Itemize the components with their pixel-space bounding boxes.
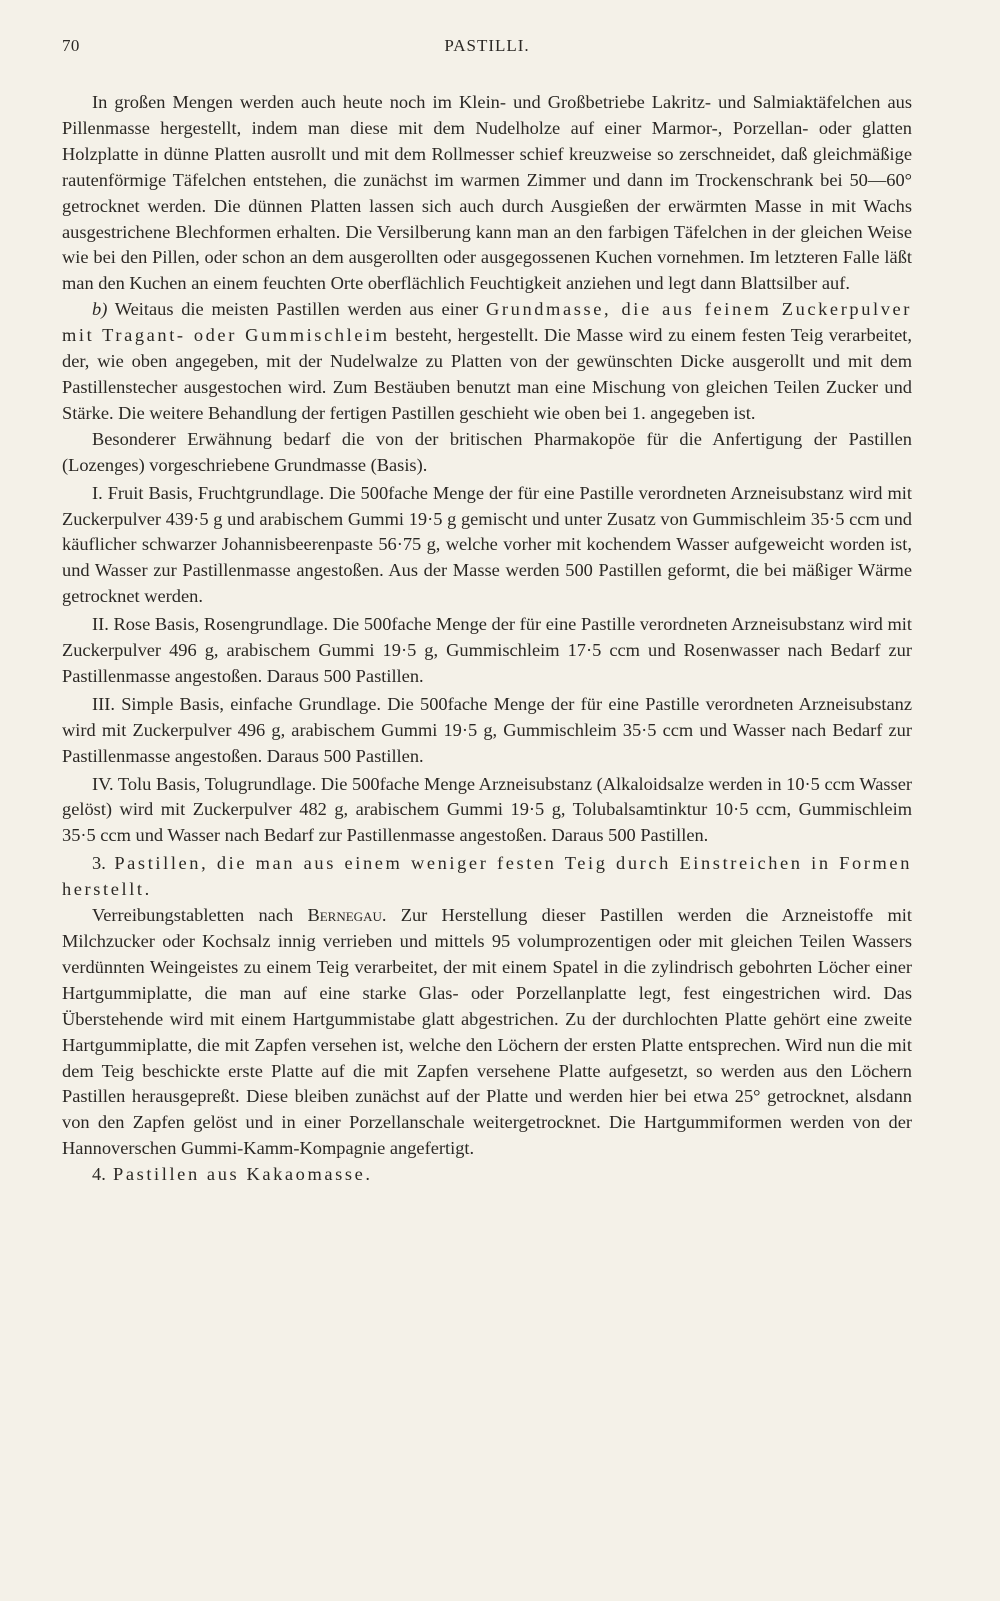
paragraph-grundmasse-text-a: Weitaus die meisten Pastillen werden aus einer: [107, 299, 487, 320]
section-title-3: Pastillen, die man aus einem weniger festen Teig durch Einstreichen in Formen herstellt.: [62, 853, 912, 900]
paragraph-grundmasse-text-b: besteht, hergestellt. Die Masse wird zu einem festen Teig verarbeitet, der, wie oben angegeben, mit der Nudelwalze zu Platten von der gewünschten Dicke ausgerollt und mit dem Pastillenstecher ausgestochen wird. Zum Bestäuben benutzt man eine Mischung von gleichen Teilen Zucker und Stärke. Die weitere Behandlung der fertigen Pastillen geschieht wie oben bei 1. angegeben ist.: [62, 325, 912, 423]
paragraph-verreibungstabletten: [62, 903, 912, 1162]
section-number-3: 3.: [92, 853, 106, 874]
section-title-4: Pastillen aus Kakaomasse.: [105, 1164, 373, 1185]
paragraph-tolu-basis: IV. Tolu Basis, Tolugrundlage. Die 500fache Menge Arzneisubstanz (Alkaloidsalze werden in 10·5 ccm Wasser gelöst) wird mit Zuckerpulver 482 g, arabischem Gummi 19·5 g, Tolubalsamtinktur 10·5 ccm, Gummischleim 35·5 ccm und Wasser nach Bedarf zur Pastillenmasse angestoßen. Daraus 500 Pastillen.: [62, 773, 912, 846]
author-name: Bernegau: [307, 905, 382, 926]
section-number-4: 4.: [92, 1164, 106, 1185]
page-header: [62, 36, 912, 70]
paragraph-verreibung-text-b: . Zur Herstellung dieser Pastillen werden die Arzneistoffe mit Milchzucker oder Kochsalz innig verrieben und mittels 95 volumprozentigen oder mit gleichen Teilen Wassers verdünnten Weingeistes zu einem Teig verarbeitet, der mit einem Spatel in die zylindrisch gebohrten Löcher einer Hartgummiplatte, die man auf eine starke Glas- oder Porzellanplatte legt, fest eingestrichen wird. Das Überstehende wird mit einem Hartgummistabe glatt abgestrichen. Zu der durchlochten Platte gehört eine zweite Hartgummiplatte, die mit Zapfen versehen ist, welche den Löchern der ersten Platte entsprechen. Wird nun die mit dem Teig beschickte erste Platte auf die mit Zapfen versehene Platte aufgesetzt, so werden aus den Löchern Pastillen herausgepreßt. Diese bleiben zunächst auf der Platte und werden hier bei etwa 25° getrocknet, alsdann von den Zapfen gelöst und in einer Porzellanschale weitergetrocknet. Die Hartgummiformen werden von der Hannoverschen Gummi-Kamm-Kompagnie angefertigt.: [62, 905, 912, 1159]
paragraph-rose-basis: II. Rose Basis, Rosengrundlage. Die 500fache Menge der für eine Pastille verordneten Arzneisubstanz wird mit Zuckerpulver 496 g, arabischem Gummi 19·5 g, Gummischleim 17·5 ccm und Rosenwasser nach Bedarf zur Pastillenmasse angestoßen. Daraus 500 Pastillen.: [62, 614, 912, 686]
section-heading-3: [62, 851, 912, 903]
paragraph-grundmasse: [62, 297, 912, 427]
paragraph-fruit-basis: I. Fruit Basis, Fruchtgrundlage. Die 500fache Menge der für eine Pastille verordneten Arzneisubstanz wird mit Zuckerpulver 439·5 g und arabischem Gummi 19·5 g gemischt und unter Zusatz von Gummischleim 35·5 ccm und käuflicher schwarzer Johannisbeerenpaste 56·75 g, welche vorher mit kochendem Wasser aufgeweicht worden ist, und Wasser zur Pastillenmasse angestoßen. Aus der Masse werden 500 Pastillen geformt, die bei mäßiger Wärme getrocknet werden.: [62, 482, 912, 607]
running-head: PASTILLI.: [444, 36, 530, 55]
paragraph-simple-basis: III. Simple Basis, einfache Grundlage. Die 500fache Menge der für eine Pastille verordneten Arzneisubstanz wird mit Zuckerpulver 496 g, arabischem Gummi 19·5 g, Gummischleim 35·5 ccm und Wasser nach Bedarf zur Pastillenmasse angestoßen. Daraus 500 Pastillen.: [62, 693, 912, 766]
page-body: [62, 90, 912, 1188]
section-heading-4: [62, 1162, 912, 1188]
paragraph-pharmakopoe: Besonderer Erwähnung bedarf die von der britischen Pharmakopöe für die Anfertigung der Pastillen (Lozenges) vorgeschriebene Grundmasse (Basis).: [62, 428, 912, 475]
paragraph-verreibung-text-a: Verreibungstabletten nach: [92, 905, 308, 926]
page-number: 70: [62, 36, 80, 55]
list-marker-b: b): [92, 299, 108, 320]
paragraph-lakritz: In großen Mengen werden auch heute noch im Klein- und Großbetriebe Lakritz- und Salmiaktäfelchen aus Pillenmasse hergestellt, indem man diese mit dem Nudelholze auf einer Marmor-, Porzellan- oder glatten Holzplatte in dünne Platten ausrollt und mit dem Rollmesser schief kreuzweise so zerschneidet, daß gleichmäßige rautenförmige Täfelchen entstehen, die zunächst im warmen Zimmer und dann im Trockenschrank bei 50—60° getrocknet werden. Die dünnen Platten lassen sich auch durch Ausgießen der erwärmten Masse in mit Wachs ausgestrichene Blechformen erhalten. Die Versilberung kann man an den farbigen Täfelchen in der gleichen Weise wie bei den Pillen, oder schon an dem ausgerollten oder ausgegossenen Kuchen vornehmen. Im letzteren Falle läßt man den Kuchen an einem feuchten Orte oberflächlich Feuchtigkeit anziehen und legt dann Blattsilber auf.: [62, 92, 912, 294]
paragraph-grundmasse-emphasis: Grundmasse, die aus feinem Zuckerpulver mit Tragant- oder Gummischleim: [62, 299, 913, 346]
